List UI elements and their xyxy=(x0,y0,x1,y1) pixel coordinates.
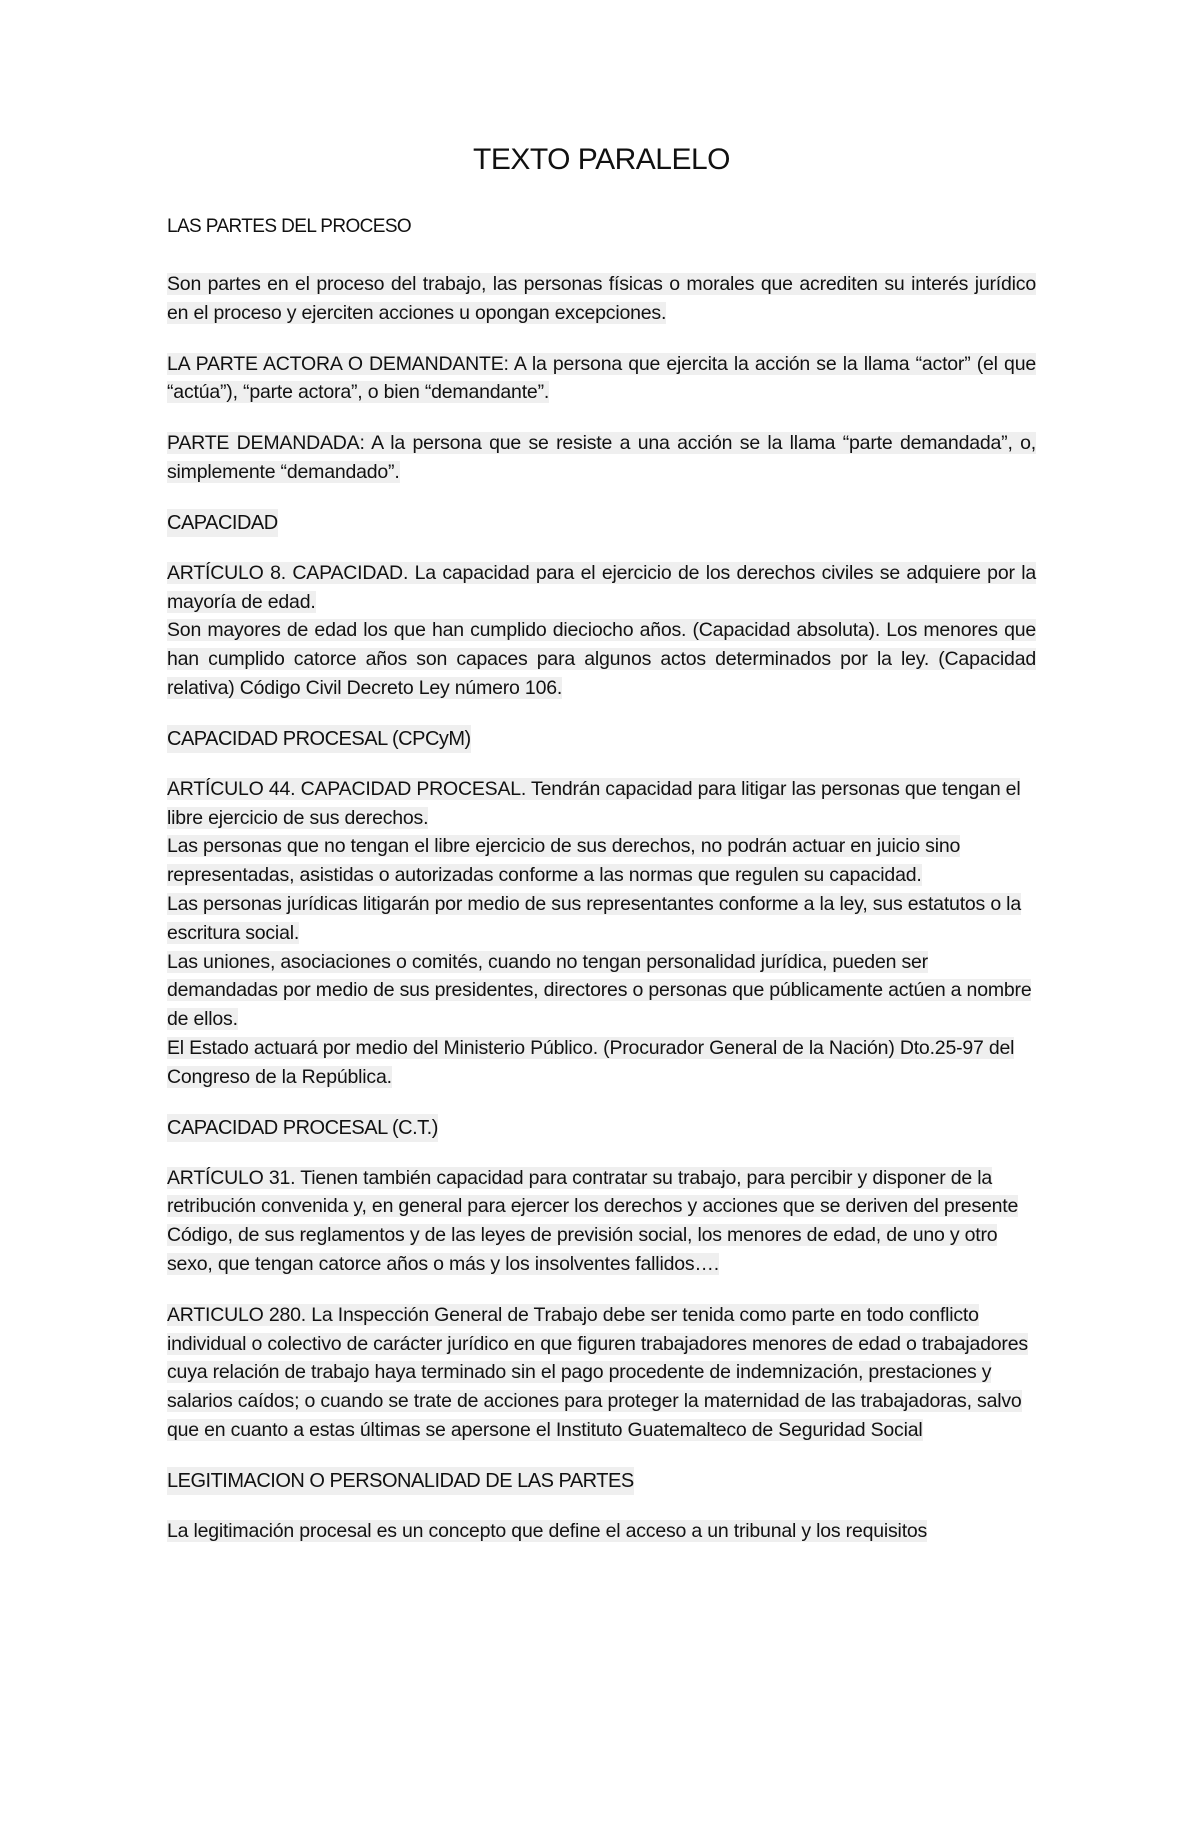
intro-text: Son partes en el proceso del trabajo, las personas físicas o morales que acrediten su interés jurídico en el proceso y ejerciten acciones u opongan excepciones. xyxy=(167,273,1036,324)
cpcym-line-4: Las uniones, asociaciones o comités, cuando no tengan personalidad jurídica, pueden ser demandadas por medio de sus presidentes, directores o personas que públicamente actúen a nombre de ellos. xyxy=(167,950,1032,1031)
parte-demandada-text: PARTE DEMANDADA: A la persona que se resiste a una acción se la llama “parte demandada”, o, simplemente “demandado”. xyxy=(167,432,1036,483)
intro-paragraph xyxy=(167,270,1036,328)
cpcym-line-5: El Estado actuará por medio del Ministerio Público. (Procurador General de la Nación) Dto.25-97 del Congreso de la República. xyxy=(167,1036,1015,1088)
articulo-280-text: ARTICULO 280. La Inspección General de Trabajo debe ser tenida como parte en todo conflicto individual o colectivo de carácter jurídico en que figuren trabajadores menores de edad o trabajadores cuya relación de trabajo haya terminado sin el pago procedente de indemnización, prestaciones y salarios caídos; o cuando se trate de acciones para proteger la maternidad de las trabajadoras, salvo que en cuanto a estas últimas se apersone el Instituto Guatemalteco de Seguridad Social xyxy=(167,1303,1028,1441)
cpcym-line-2: Las personas que no tengan el libre ejercicio de sus derechos, no podrán actuar en juicio sino representadas, asistidas o autorizadas conforme a las normas que regulen su capacidad. xyxy=(167,835,961,887)
legitimacion-heading: LEGITIMACION O PERSONALIDAD DE LAS PARTES xyxy=(167,1467,634,1495)
capacidad-procesal-cpcym-heading: CAPACIDAD PROCESAL (CPCyM) xyxy=(167,725,471,753)
parte-actora-text: LA PARTE ACTORA O DEMANDANTE: A la persona que ejercita la acción se la llama “actor” (el que “actúa”), “parte actora”, o bien “demandante”. xyxy=(167,352,1036,404)
document-title: TEXTO PARALELO xyxy=(473,143,730,176)
capacidad-heading: CAPACIDAD xyxy=(167,509,278,537)
parte-actora-paragraph xyxy=(167,350,1036,408)
parte-demandada-paragraph xyxy=(167,429,1036,487)
capacidad-article-8: ARTÍCULO 8. CAPACIDAD. La capacidad para el ejercicio de los derechos civiles se adquiere por la mayoría de edad. xyxy=(167,561,1036,613)
legitimacion-text: La legitimación procesal es un concepto que define el acceso a un tribunal y los requisitos xyxy=(167,1519,928,1542)
capacidad-procesal-cpcym-paragraph xyxy=(167,775,1036,1092)
legitimacion-paragraph xyxy=(167,1517,1036,1546)
cpcym-line-1: ARTÍCULO 44. CAPACIDAD PROCESAL. Tendrán capacidad para litigar las personas que tengan el libre ejercicio de sus derechos. xyxy=(167,777,1021,829)
articulo-280-paragraph xyxy=(167,1301,1036,1445)
articulo-31-text: ARTÍCULO 31. Tienen también capacidad para contratar su trabajo, para percibir y disponer de la retribución convenida y, en general para ejercer los derechos y acciones que se deriven del presente Código, de sus reglamentos y de las leyes de previsión social, los menores de edad, de uno y otro sexo, que tengan catorce años o más y los insolventes fallidos…. xyxy=(167,1166,1019,1275)
cpcym-line-3: Las personas jurídicas litigarán por medio de sus representantes conforme a la ley, sus estatutos o la escritura social. xyxy=(167,892,1021,944)
capacidad-mayoria-edad: Son mayores de edad los que han cumplido dieciocho años. (Capacidad absoluta). Los menores que han cumplido catorce años son capaces para algunos actos determinados por la ley. (Capacidad relativa) Código Civil Decreto Ley número 106. xyxy=(167,619,1036,699)
capacidad-procesal-ct-heading: CAPACIDAD PROCESAL (C.T.) xyxy=(167,1114,438,1142)
section-subtitle: LAS PARTES DEL PROCESO xyxy=(167,216,412,237)
articulo-31-paragraph xyxy=(167,1164,1036,1279)
capacidad-paragraph xyxy=(167,559,1036,703)
